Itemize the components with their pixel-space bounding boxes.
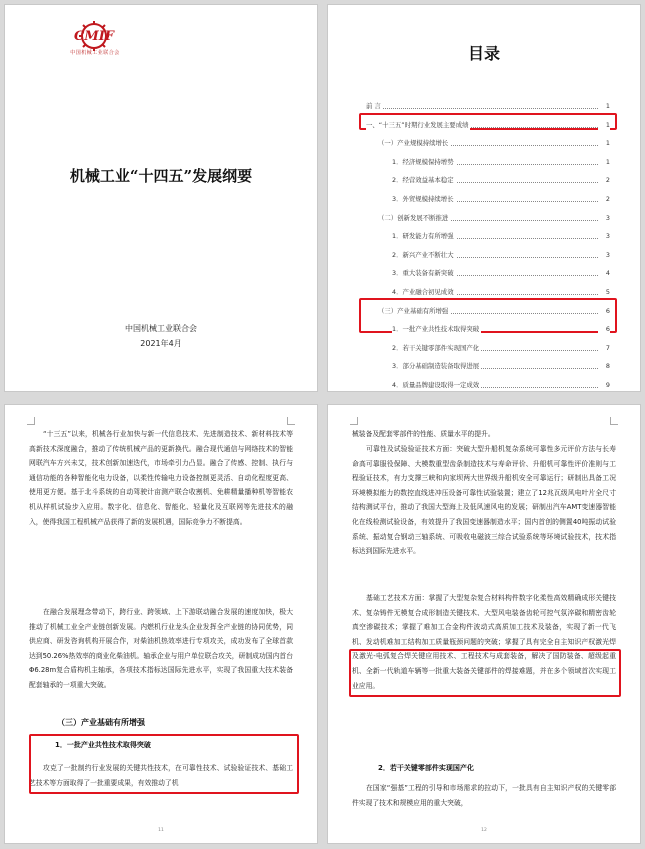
publish-date: 2021年4月 <box>140 339 182 348</box>
toc-entry-page: 1 <box>598 120 610 130</box>
toc-entry[interactable] <box>328 194 640 204</box>
toc-entry-page: 7 <box>598 343 610 353</box>
toc-entry-label: （一）产业规模持续增长 <box>378 139 449 148</box>
toc-entry[interactable] <box>328 268 640 278</box>
subsection-heading: 1．一批产业共性技术取得突破 <box>55 741 151 749</box>
toc-entry[interactable] <box>328 231 640 241</box>
toc-entry[interactable] <box>328 250 640 260</box>
toc-entry-label: 4．质量品牌建设取得一定成效 <box>392 381 480 389</box>
toc-page <box>327 4 641 392</box>
toc-entry-page: 1 <box>598 138 610 148</box>
page-number: 12 <box>481 828 487 833</box>
toc-entry-label: 前 言 <box>366 102 381 110</box>
cmif-logo-icon <box>59 19 129 53</box>
document-title: 机械工业“十四五”发展纲要 <box>69 167 253 185</box>
toc-entry[interactable] <box>328 287 640 297</box>
toc-entry-label: 3．外贸规模持续增长 <box>392 195 454 203</box>
logo-text: CMIF <box>73 29 115 44</box>
toc-entry-page: 4 <box>598 268 610 278</box>
cover-page <box>4 4 318 392</box>
toc-entry[interactable] <box>328 157 640 167</box>
toc-entry-label: 4．产业融合初见成效 <box>392 288 454 296</box>
toc-entry-label: 1．一批产业共性技术取得突破 <box>392 325 480 334</box>
toc-entry-label: （二）创新发展不断推进 <box>378 213 449 222</box>
toc-dot-leader <box>366 108 608 109</box>
toc-entry-label: 3．重大装备有新突破 <box>392 269 454 278</box>
toc-entry[interactable] <box>328 213 640 223</box>
toc-entry-label: 1．研发能力有所增强 <box>392 232 454 241</box>
paragraph: 械装备及配套零部件的性能、质量水平的提升。 <box>352 430 495 438</box>
paragraph: 攻克了一批制约行业发展的关键共性技术，在可靠性技术、试验验证技术、基础工艺技术等方面取得了一批重要成果，有效推动了机 <box>29 764 293 787</box>
body-page-right <box>327 404 641 844</box>
paragraph: 在国家“强基”工程的引导和市场需求的拉动下，一批具有自主知识产权的关键零部件实现了技术和规模应用的重大突破， <box>352 784 616 807</box>
toc-title: 目录 <box>467 44 500 63</box>
paragraph: “十三五”以来，机械各行业加快与新一代信息技术、先进制造技术、新材料技术等高新技术深度融合，推动了传统机械产品的更新换代。融合现代通信与网络技术的智能网联汽车方兴未艾，技术创新加速迭代，市场牵引力凸显。融合了传感、控制、执行与通信功能的各种智能化电力设备，以柔性传输电力设备控制更灵活、自动化程度更高、使用更方便。基于北斗系统的自动驾驶计亩测产联合收割机、免耕精量播种机等智能农机从样机试验步入应用。数字化、信息化、智能化、轻量化及互联网等先进技术的融入，使得我国工程机械产品获得了新的发展机遇，国际竞争力不断提高。 <box>29 430 293 526</box>
toc-entry[interactable] <box>328 343 640 353</box>
paragraph: 在融合发展理念带动下，跨行业、跨领域、上下游联动融合发展的速度加快，极大推动了机械工业全产业链创新发展。内燃机行业龙头企业发挥全产业链的协同优势，同供应商、研发咨询机构开展合作，对柴油机热效率进行专项攻关，成功发布了全球首款达到50.26%热效率的商业化柴油机。轴承企业与用户单位联合攻关，研制成功国内首台Φ6.28m复合盾构机主轴承，各项技术指标达国际先进水平，实现了我国重大技术装备配套轴承的一项重大突破。 <box>29 608 293 689</box>
page-number: 11 <box>158 828 164 833</box>
toc-entry[interactable] <box>328 138 640 148</box>
toc-entry[interactable] <box>328 380 640 390</box>
toc-entry-page: 2 <box>598 175 610 185</box>
toc-entry-label: 1．经济规模保持增势 <box>392 157 454 166</box>
toc-entry-label: 2．若干关键零部件实现国产化 <box>392 343 480 352</box>
toc-entry[interactable] <box>328 361 640 371</box>
toc-entry-page: 3 <box>598 213 610 223</box>
publisher-name: 中国机械工业联合会 <box>125 324 197 333</box>
toc-entry-label: （三）产业基础有所增强 <box>378 306 449 315</box>
toc-entry-label: 2．新兴产业不断壮大 <box>392 250 454 259</box>
paragraph: 可靠性及试验验证技术方面：突破大型升船机复杂系统可靠性多元评价方法与长寿命高可靠服役保障、大模数重型齿条制造技术与寿命评价、升船机可靠性评价准则与工程验证技术，有力支撑三峡和向家坝两大世界级升船机安全可靠运行；研制出具备工况环境模拟能力的数控直线进冲压设备可靠性试验装置；建立了12兆瓦级风电叶片全尺寸结构测试平台，推动了我国大型海上及低风速风电的发展；研制出汽车AMT变速器智能化在线检测试验设备，有效提升了我国变速器制造水平；国内首创的侧置40吨振动试验系统、振动复合钢动三轴系统、可吸收电磁波三综合试验系统等环境试验技术，技术指标达到国际先进水平。 <box>352 445 616 556</box>
toc-entry-page: 2 <box>598 194 610 204</box>
section-heading: （三）产业基础有所增强 <box>57 718 145 727</box>
toc-entry-label: 2．经营效益基本稳定 <box>392 176 454 185</box>
highlight-box <box>349 649 621 697</box>
toc-entry-page: 8 <box>598 361 610 371</box>
toc-entry-page: 1 <box>598 101 610 111</box>
paragraph: 基础工艺技术方面：掌握了大型复杂复合材料构件数字化柔性高效精确成形关键技术、复杂铸件无模复合成形制造关键技术、大型风电装备齿轮可控气氛淬碳和精密齿轮真空渗碳技术；掌握了难加工合金构件波动式高质加工技术及装备，实现了新一代飞机、发动机难加工结构加工质量瓶颈问题的突破；掌握了具有完全自主知识产权激光焊及激光-电弧复合焊关键应用技术、工程技术与成套装备，解决了国防装备、超级起重机、全新一代轨道车辆等一批重大装备关键部件的焊接难题，并在多个领域首次实现工业应用。 <box>352 594 616 690</box>
logo-subtitle: 中国机械工业联合会 <box>70 50 120 56</box>
toc-entry-page: 3 <box>598 231 610 241</box>
toc-entry[interactable] <box>328 101 640 111</box>
subsection-heading: 2．若干关键零部件实现国产化 <box>378 764 474 772</box>
toc-entry-page: 6 <box>598 306 610 316</box>
toc-entry-page: 6 <box>598 324 610 334</box>
toc-entry-label: 3．部分基础制造装备取得进展 <box>392 362 480 371</box>
body-page-left <box>4 404 318 844</box>
highlight-box <box>29 734 299 794</box>
toc-entry-label: 一、“十三五”时期行业发展主要成绩 <box>366 120 469 129</box>
toc-entry-page: 5 <box>598 287 610 297</box>
toc-entry-page: 1 <box>598 157 610 167</box>
toc-entry-page: 9 <box>598 380 610 390</box>
toc-entry[interactable] <box>328 175 640 185</box>
toc-entry-page: 3 <box>598 250 610 260</box>
